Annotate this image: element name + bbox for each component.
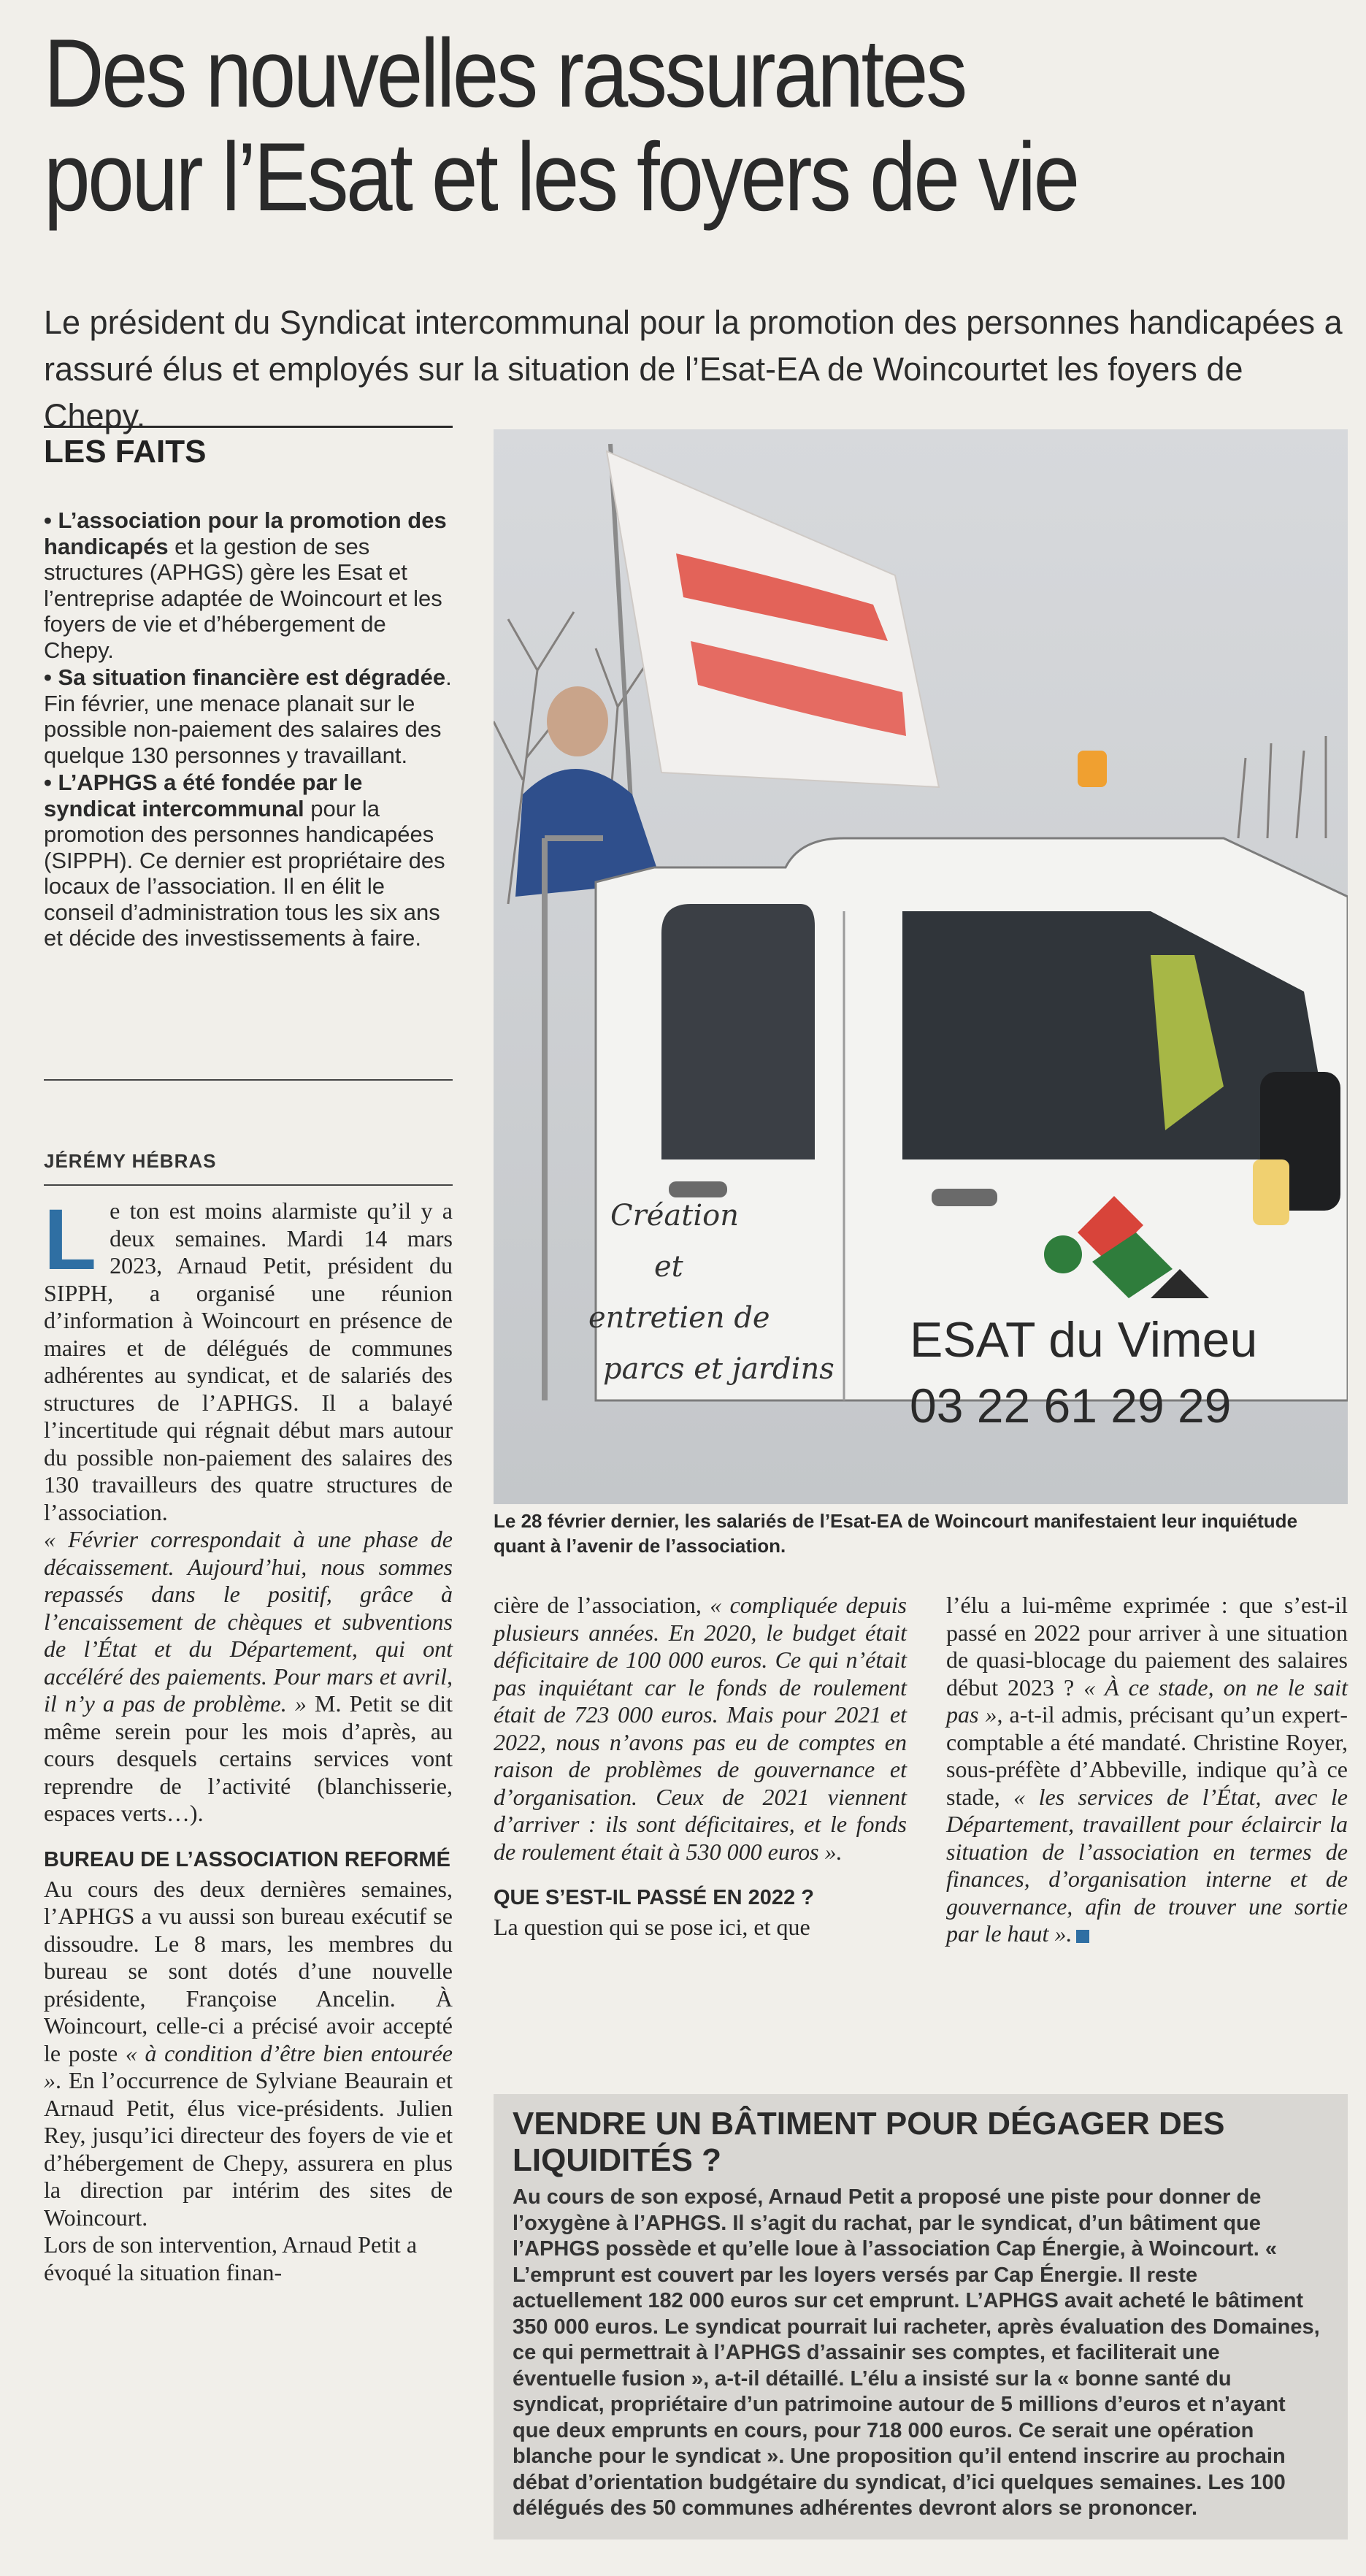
article-paragraph: Au cours des deux dernières semaines, l’APHGS a vu aussi son bureau exécutif se dissoudre. Le 8 mars, les membres du bureau se sont dotés d’une nouvelle présidente, Françoise Ancelin. À Woincourt, celle-ci a précisé avoir accepté le poste « à condition d’être bien entourée ». En l’occurrence de Sylviane Beaurain et Arnaud Petit, élus vice-présidents. Julien Rey, jusqu’ici directeur des foyers de vie et d’hébergement de Chepy, assurera en plus la direction par intérim des sites de Woincourt.	[44, 1875, 453, 2231]
article-column-3	[946, 1592, 1348, 1948]
byline-divider	[44, 1184, 453, 1186]
van-text: Création	[610, 1199, 739, 1233]
box-title: VENDRE UN BÂTIMENT POUR DÉGAGER DES LIQUIDITÉS ?	[513, 2106, 1225, 2178]
van-phone: 03 22 61 29 29	[910, 1379, 1232, 1433]
van-text: et	[654, 1250, 683, 1284]
article-paragraph: Lors de son intervention, Arnaud Petit a évoqué la situation finan-	[44, 2231, 418, 2285]
photo-caption: Le 28 février dernier, les salariés de l’Esat-EA de Woincourt manifestaient leur inquiétude quant à l’avenir de l’association.	[494, 1510, 1298, 1557]
van-text: entretien de	[588, 1301, 770, 1335]
article-photo	[494, 429, 1348, 1504]
esat-van-photo	[494, 429, 1348, 1504]
headline-line-2: pour l’Esat et les foyers de vie	[44, 123, 1078, 231]
van-text: parcs et jardins	[603, 1352, 834, 1386]
article-paragraph: l’élu a lui-même exprimée : que s’est-il passé en 2022 pour arriver à une situation de quasi-blocage du paiement des salaires début 2023 ? « À ce stade, on ne le sait pas », a-t-il admis, précisant qu’un expert-comptable a été mandaté. Christine Royer, sous-préfète d’Abbeville, indique qu’à ce stade, « les services de l’État, avec le Département, travaillent pour éclaircir la situation de l’association en termes de finances, d’organisation interne et de gouvernance, afin de trouver une sortie par le haut ».	[946, 1592, 1348, 1947]
author-byline: JÉRÉMY HÉBRAS	[44, 1150, 217, 1172]
article-paragraph: La question qui se pose ici, et que	[494, 1914, 810, 1940]
facts-item: • Sa situation financière est dégradée. Fin février, une menace planait sur le possible non-paiement des salaires des quelque 130 personnes y travaillant.	[44, 664, 452, 768]
facts-list	[44, 507, 453, 953]
facts-item: • L’association pour la promotion des handicapés et la gestion de ses structures (APHGS) gère les Esat et l’entreprise adaptée de Woincourt et les foyers de vie et d’hébergement de Chepy.	[44, 507, 447, 663]
van-brand: ESAT du Vimeu	[910, 1312, 1258, 1368]
subhead-2022: QUE S’EST-IL PASSÉ EN 2022 ?	[494, 1886, 814, 1909]
headline	[44, 22, 1162, 229]
article-column-1	[44, 1192, 453, 2286]
facts-divider	[44, 1079, 453, 1081]
liquidity-box	[494, 2094, 1348, 2539]
headline-line-1: Des nouvelles rassurantes	[44, 20, 965, 128]
standfirst: Le président du Syndicat intercommunal pour la promotion des personnes handicapées a rassuré élus et employés sur la situation de l’Esat-EA de Woincourtet les foyers de Chepy.	[44, 304, 1343, 434]
article-paragraph: Le ton est moins alarmiste qu’il y a deux semaines. Mardi 14 mars 2023, Arnaud Petit, président du SIPPH, a organisé une réunion d’information à Woincourt en présence de maires et de délégués de communes adhérentes au syndicat, et de salariés des structures de l’APHGS. Il a balayé l’incertitude qui régnait début mars autour du possible non-paiement des salaires des 130 travailleurs des quatre structures de l’association.	[44, 1192, 453, 1525]
box-body: Au cours de son exposé, Arnaud Petit a proposé une piste pour donner de l’oxygène à l’APHGS. Il s’agit du rachat, par le syndicat, d’un bâtiment que l’APHGS possède et qu’elle loue à l’association Cap Énergie, à Woincourt. « L’emprunt est couvert par les loyers versés par Cap Énergie. Il reste actuellement 182 000 euros sur cet emprunt. L’APHGS avait acheté le bâtiment 350 000 euros. Le syndicat pourrait lui racheter, après évaluation des Domaines, ce qui permettrait à l’APHGS d’assainir ses comptes, et faciliterait une éventuelle fusion », a-t-il détaillé. L’élu a insisté sur la « bonne santé du syndicat, propriétaire d’un patrimoine autour de 5 millions d’euros et n’ayant que deux emprunts en cours, pour 718 000 euros. Ce serait une opération blanche pour le syndicat ». Une proposition qu’il entend inscrire au prochain débat d’orientation budgétaire du syndicat, d’ici quelques semaines. Les 100 délégués des 50 communes adhérentes devront alors se prononcer.	[513, 2185, 1320, 2520]
article-paragraph: « Février correspondait à une phase de décaissement. Aujourd’hui, nous sommes repassés dans le positif, grâce à l’encaissement de chèques et subventions de l’État et du Département, qui ont accéléré des paiements. Pour mars et avril, il n’y a pas de problème. » M. Petit se dit même serein pour les mois d’après, au cours desquels certains services vont reprendre de l’activité (blanchisserie, espaces verts…).	[44, 1526, 453, 1826]
article-paragraph: cière de l’association, « compliquée depuis plusieurs années. En 2020, le budget était déficitaire de 100 000 euros. Ce qui n’était pas inquiétant car le fonds de roulement était de 723 000 euros. Mais pour 2021 et 2022, nous n’avons pas eu de comptes en raison de problèmes de gouvernance et d’organisation. Ceux de 2021 viennent d’arriver : ils sont déficitaires, et le fonds de roulement était à 530 000 euros ».	[494, 1592, 908, 1865]
end-square-icon	[1076, 1930, 1089, 1943]
article-column-2	[494, 1592, 907, 1941]
facts-heading: LES FAITS	[44, 426, 453, 470]
subhead-bureau: BUREAU DE L’ASSOCIATION REFORMÉ	[44, 1847, 450, 1871]
drop-cap: L	[44, 1192, 97, 1288]
facts-item: • L’APHGS a été fondée par le syndicat intercommunal pour la promotion des personnes handicapées (SIPPH). Ce dernier est propriétaire des locaux de l’association. Il en élit le conseil d’administration tous les six ans et décide des investissements à faire.	[44, 770, 445, 951]
